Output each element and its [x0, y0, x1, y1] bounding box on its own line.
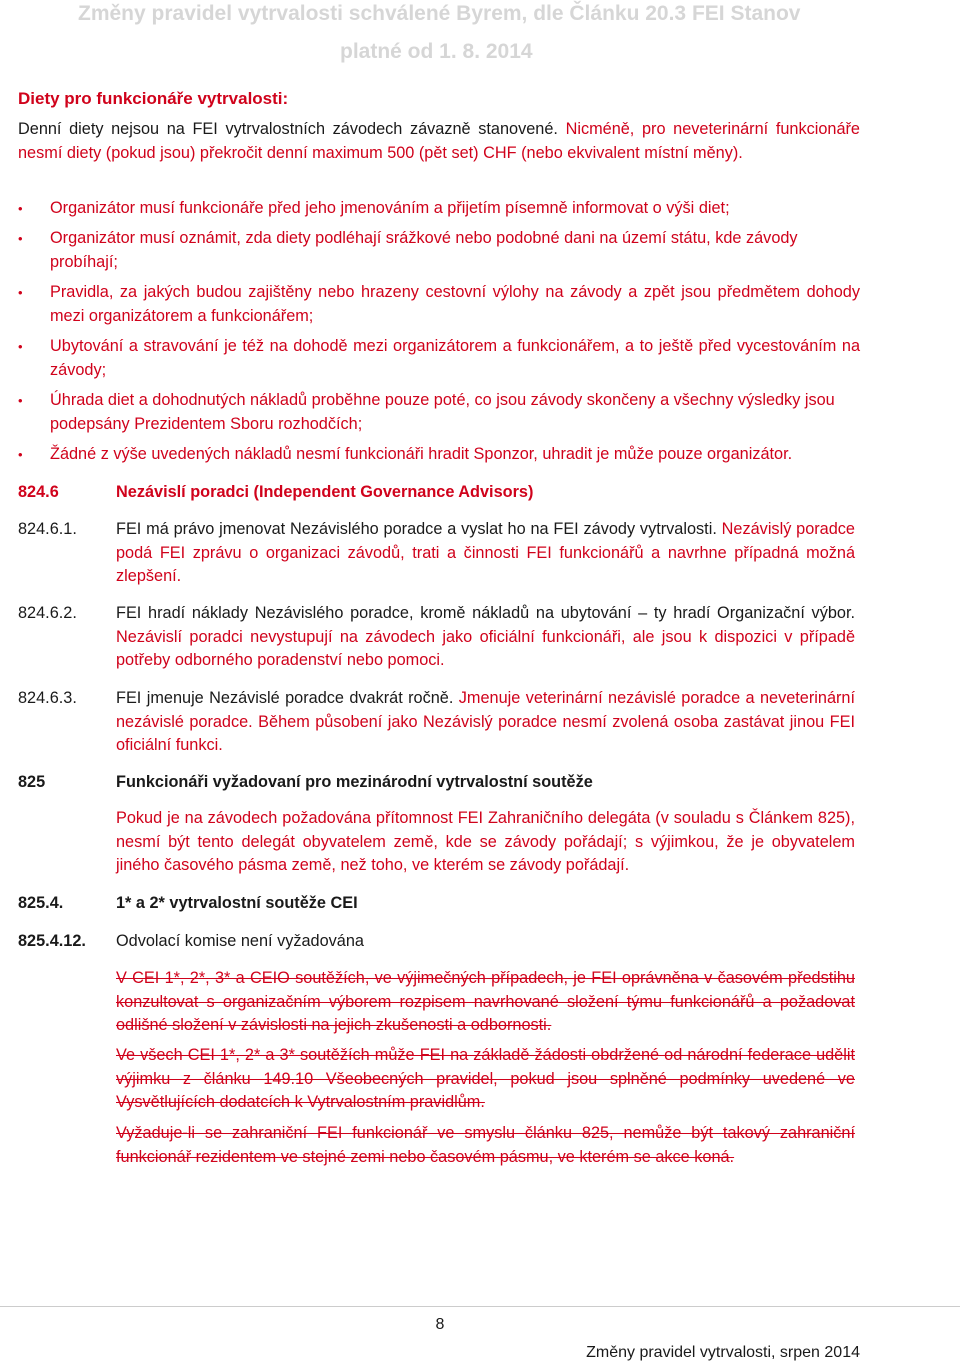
text-black: FEI má právo jmenovat Nezávislého poradce a vyslat ho na FEI závody vytrvalosti. — [116, 520, 717, 538]
bullet-text: Organizátor musí oznámit, zda diety podléhají srážkové nebo podobné dani na území státu, kde závody probíhají; — [50, 229, 798, 271]
subsection-number: 825.4. — [18, 894, 64, 912]
subsection-number: 825.4.12. — [18, 932, 86, 950]
text-red: Nezávislí poradci nevystupují na závodech jako oficiální funkcionáři, ale jsou k dispozici v případě potřeby odborného poradenství nebo pomoci. — [116, 627, 855, 669]
footer-divider — [0, 1306, 960, 1307]
text-black: FEI hradí náklady Nezávislého poradce, kromě nákladů na ubytování – ty hradí Organizační výbor. — [116, 604, 855, 622]
bullet-icon: • — [18, 393, 23, 408]
bullet-text: Žádné z výše uvedených nákladů nesmí funkcionáři hradit Sponzor, uhradit je může pouze organizátor. — [50, 445, 793, 463]
page-number: 8 — [435, 1316, 445, 1333]
bullet-icon: • — [18, 447, 23, 462]
struck-paragraph: V CEI 1*, 2*, 3* a CEIO soutěžích, ve výjimečných případech, je FEI oprávněna v časovém předstihu konzultovat s organizačním výborem rozpisem navrhované složení týmu funkcionářů a požadovat odlišné složení v závislosti na jejich zkušenosti a odbornosti. — [116, 969, 855, 1034]
subsection-title: Odvolací komise není vyžadována — [116, 932, 364, 950]
section-number: 824.6 — [18, 483, 59, 501]
bullet-icon: • — [18, 201, 23, 216]
bullet-text: Organizátor musí funkcionáře před jeho jmenováním a přijetím písemně informovat o výši diet; — [50, 199, 730, 217]
text-red: Nezávislý poradce podá FEI zprávu o organizaci závodů, trati a činnosti FEI funkcionářů a navrhne případná možná zlepšení. — [116, 520, 855, 585]
diety-intro — [18, 118, 860, 165]
bullet-text: Pravidla, za jakých budou zajištěny nebo hrazeny cestovní výlohy na závody a zpět jsou předmětem dohody mezi organizátorem a funkcionářem; — [50, 283, 860, 325]
section-title: Nezávislí poradci (Independent Governance Advisors) — [116, 483, 534, 501]
section-825-text: Pokud je na závodech požadována přítomnost FEI Zahraničního delegáta (v souladu s Článkem 825), nesmí být tento delegát obyvatelem země, kde se závody pořádají; s výjimkou, že je obyvatelem jiného časového pásma země, než toho, ve kterém se závody pořádají. — [116, 809, 855, 874]
struck-paragraph: Vyžaduje-li se zahraniční FEI funkcionář ve smyslu článku 825, nemůže být takový zahraniční funkcionář rezidentem ve stejné zemi nebo časovém pásmu, ve kterém se akce koná. — [116, 1124, 855, 1166]
text-black: FEI jmenuje Nezávislé poradce dvakrát ročně. — [116, 689, 454, 707]
struck-paragraph: Ve všech CEI 1*, 2* a 3* soutěžích může FEI na základě žádosti obdržené od národní federace udělit výjimku z článku 149.10 Všeobecných pravidel, pokud jsou splněné podmínky uvedené ve Vysvětlujících dodatcích k Vytrvalostním pravidlům. — [116, 1046, 855, 1111]
bullet-text: Ubytování a stravování je též na dohodě mezi organizátorem a funkcionářem, a to ještě před vycestováním na závody; — [50, 337, 860, 379]
bullet-icon: • — [18, 339, 23, 354]
subsection-number: 824.6.3. — [18, 689, 77, 707]
subsection-text — [116, 687, 855, 758]
diety-heading: Diety pro funkcionáře vytrvalosti: — [18, 89, 289, 108]
subsection-number: 824.6.1. — [18, 520, 77, 538]
section-title: Funkcionáři vyžadovaní pro mezinárodní vytrvalostní soutěže — [116, 773, 593, 791]
bullet-icon: • — [18, 231, 23, 246]
diety-intro-red: Nicméně, pro neveterinární funkcionáře nesmí diety (pokud jsou) překročit denní maximum 500 (pět set) CHF (nebo ekvivalent místní měny). — [18, 120, 860, 162]
bullet-text: Úhrada diet a dohodnutých nákladů proběhne pouze poté, co jsou závody skončeny a všechny výsledky jsou podepsány Prezidentem Sboru rozhodčích; — [50, 391, 835, 433]
bullet-icon: • — [18, 285, 23, 300]
text-red: Jmenuje veterinární nezávislé poradce a neveterinární nezávislé poradce. Během působení jako Nezávislý poradce nesmí zvolená osoba zastávat jinou FEI oficiální funkci. — [116, 689, 855, 754]
subsection-text — [116, 602, 855, 673]
header-effective-date: platné od 1. 8. 2014 — [340, 40, 533, 63]
section-number: 825 — [18, 773, 46, 791]
header-title: Změny pravidel vytrvalosti schválené Byrem, dle Článku 20.3 FEI Stanov — [78, 2, 801, 25]
diety-intro-black: Denní diety nejsou na FEI vytrvalostních závodech závazně stanovené. — [18, 120, 558, 138]
subsection-number: 824.6.2. — [18, 604, 77, 622]
subsection-title: 1* a 2* vytrvalostní soutěže CEI — [116, 894, 358, 912]
subsection-text — [116, 518, 855, 589]
footer-text: Změny pravidel vytrvalosti, srpen 2014 — [586, 1344, 860, 1361]
